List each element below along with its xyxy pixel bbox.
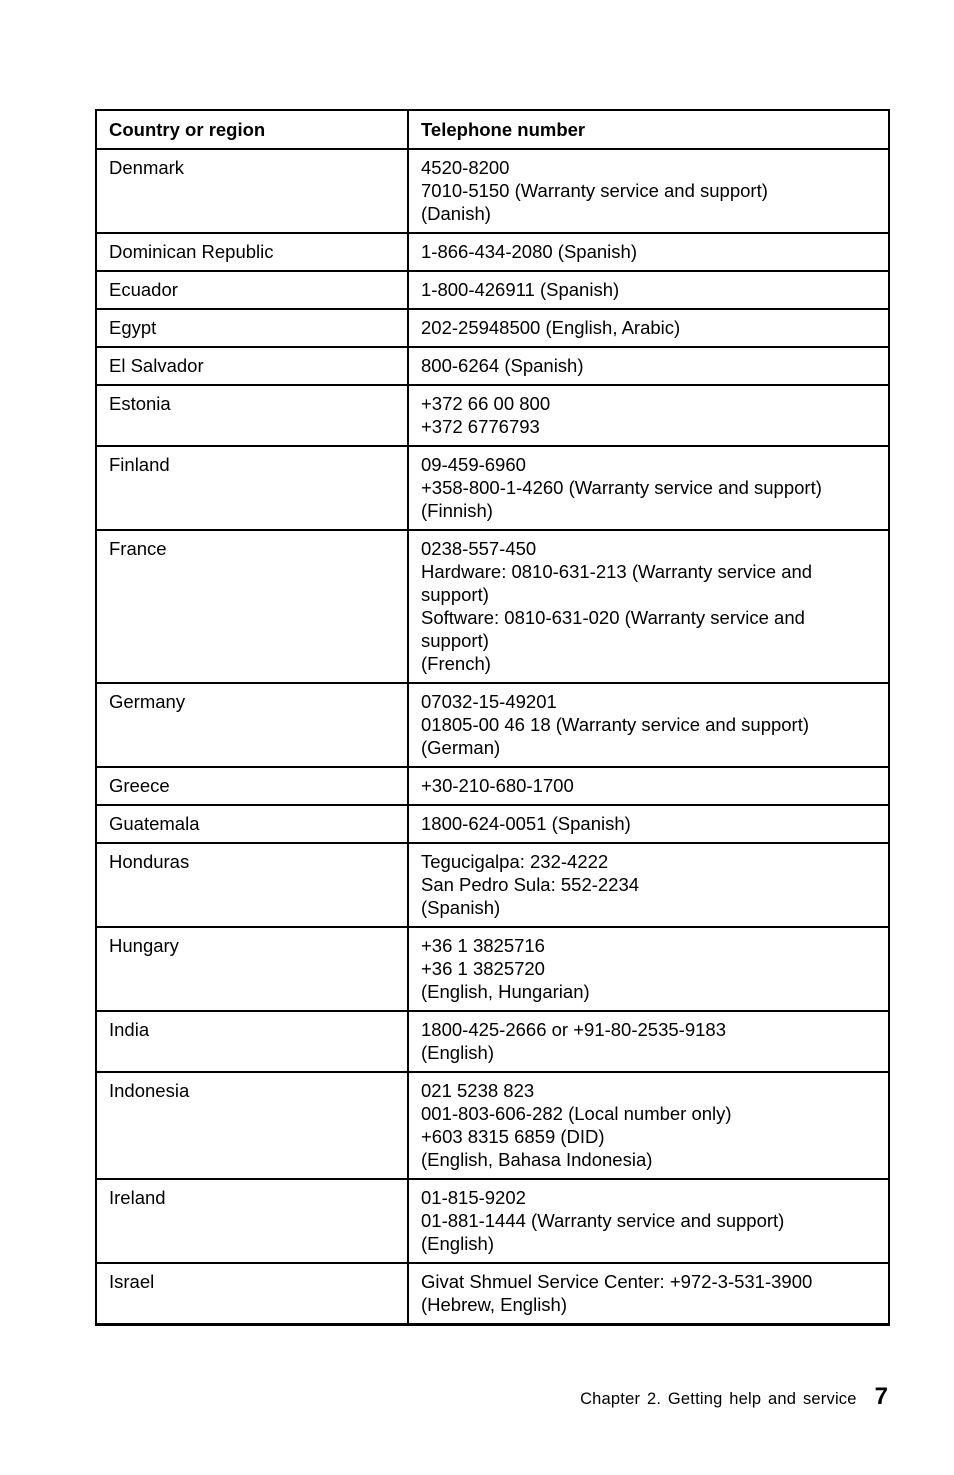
telephone-line: (Spanish) xyxy=(421,897,501,918)
table-row xyxy=(96,805,889,843)
table-row xyxy=(96,347,889,385)
page-number: 7 xyxy=(874,1383,888,1410)
telephone-line: +372 66 00 800 xyxy=(421,393,551,414)
country-cell: Ireland xyxy=(96,1179,408,1263)
country-cell: Finland xyxy=(96,446,408,530)
table-row xyxy=(96,271,889,309)
telephone-line: +30-210-680-1700 xyxy=(421,775,574,796)
country-cell: France xyxy=(96,530,408,683)
country-cell: Dominican Republic xyxy=(96,233,408,271)
table-row xyxy=(96,530,889,683)
table-row xyxy=(96,1011,889,1072)
telephone-line: +603 8315 6859 (DID) xyxy=(421,1126,605,1147)
telephone-cell xyxy=(408,927,889,1011)
telephone-line: 01805-00 46 18 (Warranty service and support) xyxy=(421,714,810,735)
telephone-cell xyxy=(408,1179,889,1263)
telephone-line: 800-6264 (Spanish) xyxy=(421,355,584,376)
telephone-cell xyxy=(408,271,889,309)
telephone-line: 1-800-426911 (Spanish) xyxy=(421,279,620,300)
telephone-line: 7010-5150 (Warranty service and support) xyxy=(421,180,768,201)
telephone-line: 202-25948500 (English, Arabic) xyxy=(421,317,681,338)
country-cell: Israel xyxy=(96,1263,408,1325)
country-cell: El Salvador xyxy=(96,347,408,385)
table-body xyxy=(96,149,889,1325)
telephone-line: 0238-557-450 xyxy=(421,538,537,559)
telephone-line: Software: 0810-631-020 (Warranty service and xyxy=(421,607,805,628)
telephone-line: 001-803-606-282 (Local number only) xyxy=(421,1103,732,1124)
table-row xyxy=(96,1263,889,1325)
table-row xyxy=(96,927,889,1011)
country-cell: Estonia xyxy=(96,385,408,446)
table-row xyxy=(96,233,889,271)
telephone-line: San Pedro Sula: 552-2234 xyxy=(421,874,640,895)
telephone-line: 1800-624-0051 (Spanish) xyxy=(421,813,631,834)
telephone-cell xyxy=(408,843,889,927)
telephone-cell xyxy=(408,233,889,271)
table-row xyxy=(96,446,889,530)
telephone-line: (Hebrew, English) xyxy=(421,1294,568,1315)
telephone-line: +36 1 3825720 xyxy=(421,958,545,979)
telephone-cell xyxy=(408,530,889,683)
telephone-line: 01-815-9202 xyxy=(421,1187,526,1208)
country-cell: Greece xyxy=(96,767,408,805)
telephone-line: +372 6776793 xyxy=(421,416,540,437)
table-row xyxy=(96,1179,889,1263)
country-cell: India xyxy=(96,1011,408,1072)
telephone-line: 09-459-6960 xyxy=(421,454,526,475)
table-row xyxy=(96,309,889,347)
telephone-line: 07032-15-49201 xyxy=(421,691,557,712)
telephone-line: 1800-425-2666 or +91-80-2535-9183 xyxy=(421,1019,726,1040)
table-header-row xyxy=(96,110,889,149)
telephone-line: Tegucigalpa: 232-4222 xyxy=(421,851,609,872)
telephone-line: +358-800-1-4260 (Warranty service and support) xyxy=(421,477,822,498)
telephone-cell xyxy=(408,805,889,843)
telephone-line: support) xyxy=(421,630,489,651)
telephone-table xyxy=(95,109,890,1326)
telephone-cell xyxy=(408,385,889,446)
telephone-cell xyxy=(408,1263,889,1325)
telephone-line: (Danish) xyxy=(421,203,491,224)
table-row xyxy=(96,149,889,233)
country-cell: Guatemala xyxy=(96,805,408,843)
table-row xyxy=(96,1072,889,1179)
telephone-line: Hardware: 0810-631-213 (Warranty service and xyxy=(421,561,813,582)
telephone-cell xyxy=(408,446,889,530)
country-cell: Egypt xyxy=(96,309,408,347)
country-cell: Indonesia xyxy=(96,1072,408,1179)
telephone-line: (German) xyxy=(421,737,501,758)
telephone-line: Givat Shmuel Service Center: +972-3-531-3900 xyxy=(421,1271,813,1292)
telephone-line: 4520-8200 xyxy=(421,157,510,178)
telephone-line: 021 5238 823 xyxy=(421,1080,535,1101)
telephone-cell xyxy=(408,1072,889,1179)
table-row xyxy=(96,767,889,805)
telephone-cell xyxy=(408,347,889,385)
table-row xyxy=(96,843,889,927)
country-cell: Honduras xyxy=(96,843,408,927)
telephone-line: (English) xyxy=(421,1042,494,1063)
telephone-line: +36 1 3825716 xyxy=(421,935,545,956)
country-cell: Denmark xyxy=(96,149,408,233)
country-cell: Ecuador xyxy=(96,271,408,309)
telephone-cell xyxy=(408,767,889,805)
telephone-line: support) xyxy=(421,584,489,605)
table-row xyxy=(96,683,889,767)
chapter-title: Chapter 2. Getting help and service xyxy=(580,1390,857,1408)
telephone-cell xyxy=(408,309,889,347)
telephone-line: (Finnish) xyxy=(421,500,493,521)
telephone-line: (English) xyxy=(421,1233,494,1254)
column-header-country: Country or region xyxy=(96,110,408,149)
country-cell: Germany xyxy=(96,683,408,767)
telephone-cell xyxy=(408,149,889,233)
country-cell: Hungary xyxy=(96,927,408,1011)
telephone-line: 01-881-1444 (Warranty service and support) xyxy=(421,1210,785,1231)
telephone-cell xyxy=(408,1011,889,1072)
telephone-line: 1-866-434-2080 (Spanish) xyxy=(421,241,637,262)
telephone-line: (English, Hungarian) xyxy=(421,981,590,1002)
telephone-line: (English, Bahasa Indonesia) xyxy=(421,1149,653,1170)
telephone-cell xyxy=(408,683,889,767)
table-row xyxy=(96,385,889,446)
column-header-telephone: Telephone number xyxy=(408,110,889,149)
page-footer xyxy=(580,1383,888,1411)
telephone-line: (French) xyxy=(421,653,491,674)
